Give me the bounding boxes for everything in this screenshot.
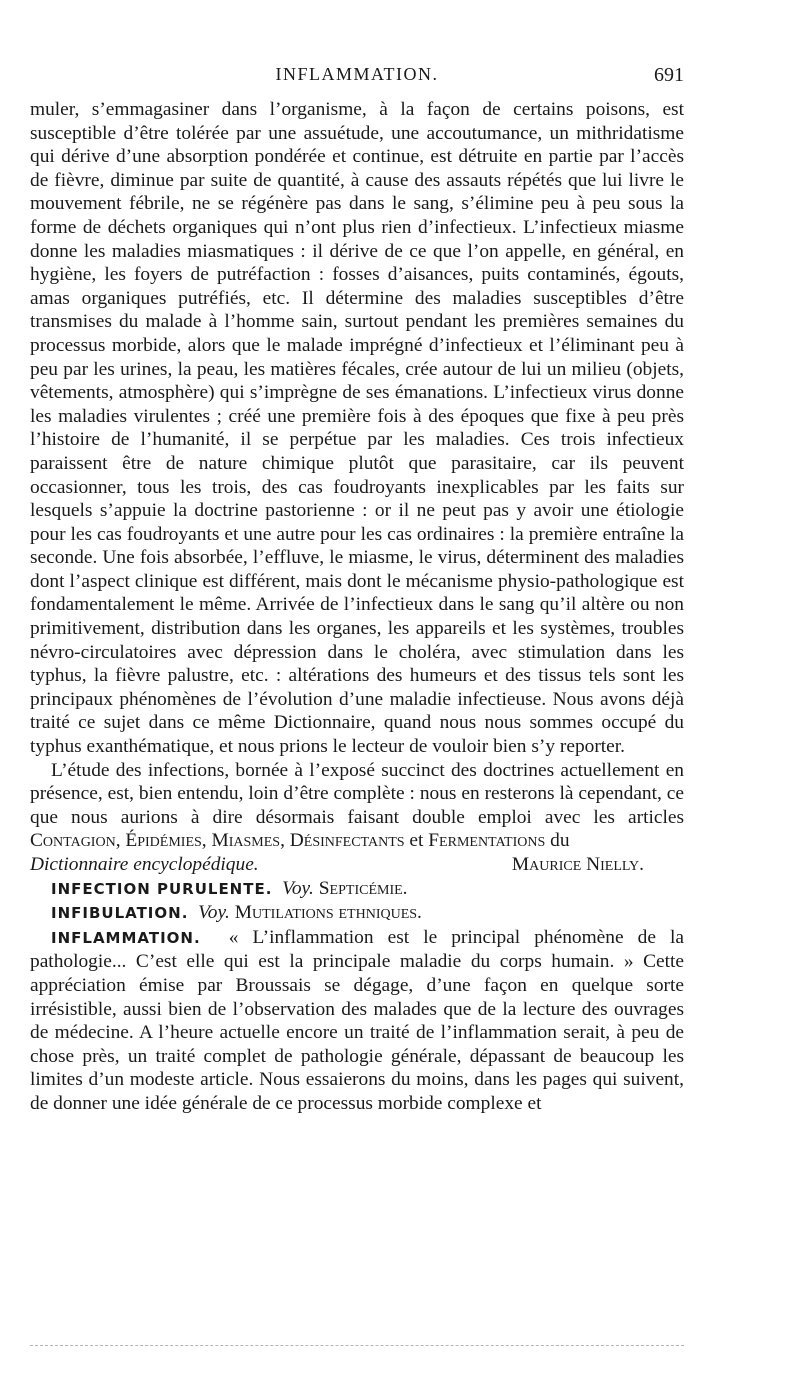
voy-label: Voy. [282, 877, 314, 899]
closing-paragraph [30, 759, 684, 853]
connector-et: et [409, 830, 424, 852]
entry-headword: INFIBULATION. [51, 904, 189, 923]
voy-label: Voy. [198, 902, 230, 924]
entry-inflammation [30, 926, 684, 1116]
page-header [30, 64, 684, 96]
closing-text: L’étude des infections, bornée à l’exposé succinct des doctrines actuellement en présence, est, bien entendu, loin d’être complète : nous en resterons là cependant, ce que nous aurions à dire désormais faisant double emploi avec les articles [30, 759, 684, 828]
signature-line [30, 853, 684, 877]
entry-headword: INFLAMMATION. [51, 928, 201, 947]
work-title: Dictionnaire encyclopédique. [30, 854, 259, 875]
entry-crossref: Mutilations ethniques. [234, 902, 422, 924]
page-number: 691 [654, 64, 684, 86]
running-title: INFLAMMATION. [275, 64, 439, 84]
author-signature: Maurice Nielly. [511, 854, 644, 875]
crossref-list: Contagion, Épidémies, Miasmes, Désinfectants [30, 830, 405, 852]
entry-infection-purulente [30, 877, 684, 902]
entry-headword: INFECTION PURULENTE. [51, 879, 273, 898]
entry-crossref: Septicémie. [318, 877, 408, 899]
article-body [30, 98, 684, 1116]
entry-infibulation [30, 901, 684, 926]
connector-du: du [550, 830, 570, 852]
entry-text: « L’inflammation est le principal phénomène de la pathologie... C’est elle qui est la principale maladie du corps humain. » Cette appréciation émise par Broussais se dégage, d’une façon en quelque sorte irrésistible, aussi bien de l’observation des malades que de la lecture des ouvrages de médecine. A l’heure actuelle encore un traité de l’inflammation serait, à peu de chose près, un traité complet de pathologie générale, dépassant de beaucoup les limites d’un modeste article. Nous essaierons du moins, dans les pages qui suivent, de donner une idée générale de ce processus morbide complexe et [30, 926, 685, 1114]
footer-rule [30, 1345, 684, 1346]
crossref-fermentations: Fermentations [428, 830, 546, 852]
continuation-paragraph: muler, s’emmagasiner dans l’organisme, à la façon de certains poisons, est susceptible d’être tolérée par une assuétude, une accoutumance, un mithridatisme qui dérive d’une absorption pondérée et continue, est détruite en partie par l’accès de fièvre, diminue par suite de quantité, à cause des assauts répétés que lui livre le mouvement fébrile, ne se régénère pas dans le sang, s’élimine peu à peu sous la forme de déchets organiques qui n’ont plus rien d’infectieux. L’infectieux miasme donne les maladies miasmatiques : il dérive de ce que l’on appelle, en général, en hygiène, les foyers de putréfaction : fosses d’aisances, puits contaminés, égouts, amas organiques putréfiés, etc. Il détermine des maladies susceptibles d’être transmises du malade à l’homme sain, surtout pendant les premières semaines du processus morbide, alors que le malade imprégné d’infectieux et l’éliminant peu à peu par les urines, la peau, les matières fécales, crée autour de lui un milieu (objets, vêtements, atmosphère) qui s’imprègne de ses émanations. L’infectieux virus donne les maladies virulentes ; créé une première fois à des époques que fixe à peu près l’histoire de l’humanité, il se perpétue par les maladies. Ces trois infectieux paraissent être de nature chimique plutôt que parasitaire, car ils peuvent occasionner, tous les trois, des cas foudroyants inexplicables par les faits sur lesquels s’appuie la doctrine pastorienne : or il ne peut pas y avoir une étiologie pour les cas foudroyants et une autre pour les cas ordinaires : la première entraîne la seconde. Une fois absorbée, l’effluve, le miasme, le virus, déterminent des maladies dont l’aspect clinique est différent, mais dont le mécanisme physio-pathologique est fondamentalement le même. Arrivée de l’infectieux dans le sang qu’il altère ou non primitivement, distribution dans les organes, les appareils et les systèmes, troubles névro-circulatoires avec dépression dans le choléra, avec stimulation dans les typhus, la fièvre palustre, etc. : altérations des humeurs et des tissus tels sont les principaux phénomènes de l’évolution d’une maladie infectieuse. Nous avons déjà traité ce sujet dans ce même Dictionnaire, quand nous nous sommes occupé du typhus exanthématique, et nous prions le lecteur de vouloir bien s’y reporter. [30, 99, 684, 758]
